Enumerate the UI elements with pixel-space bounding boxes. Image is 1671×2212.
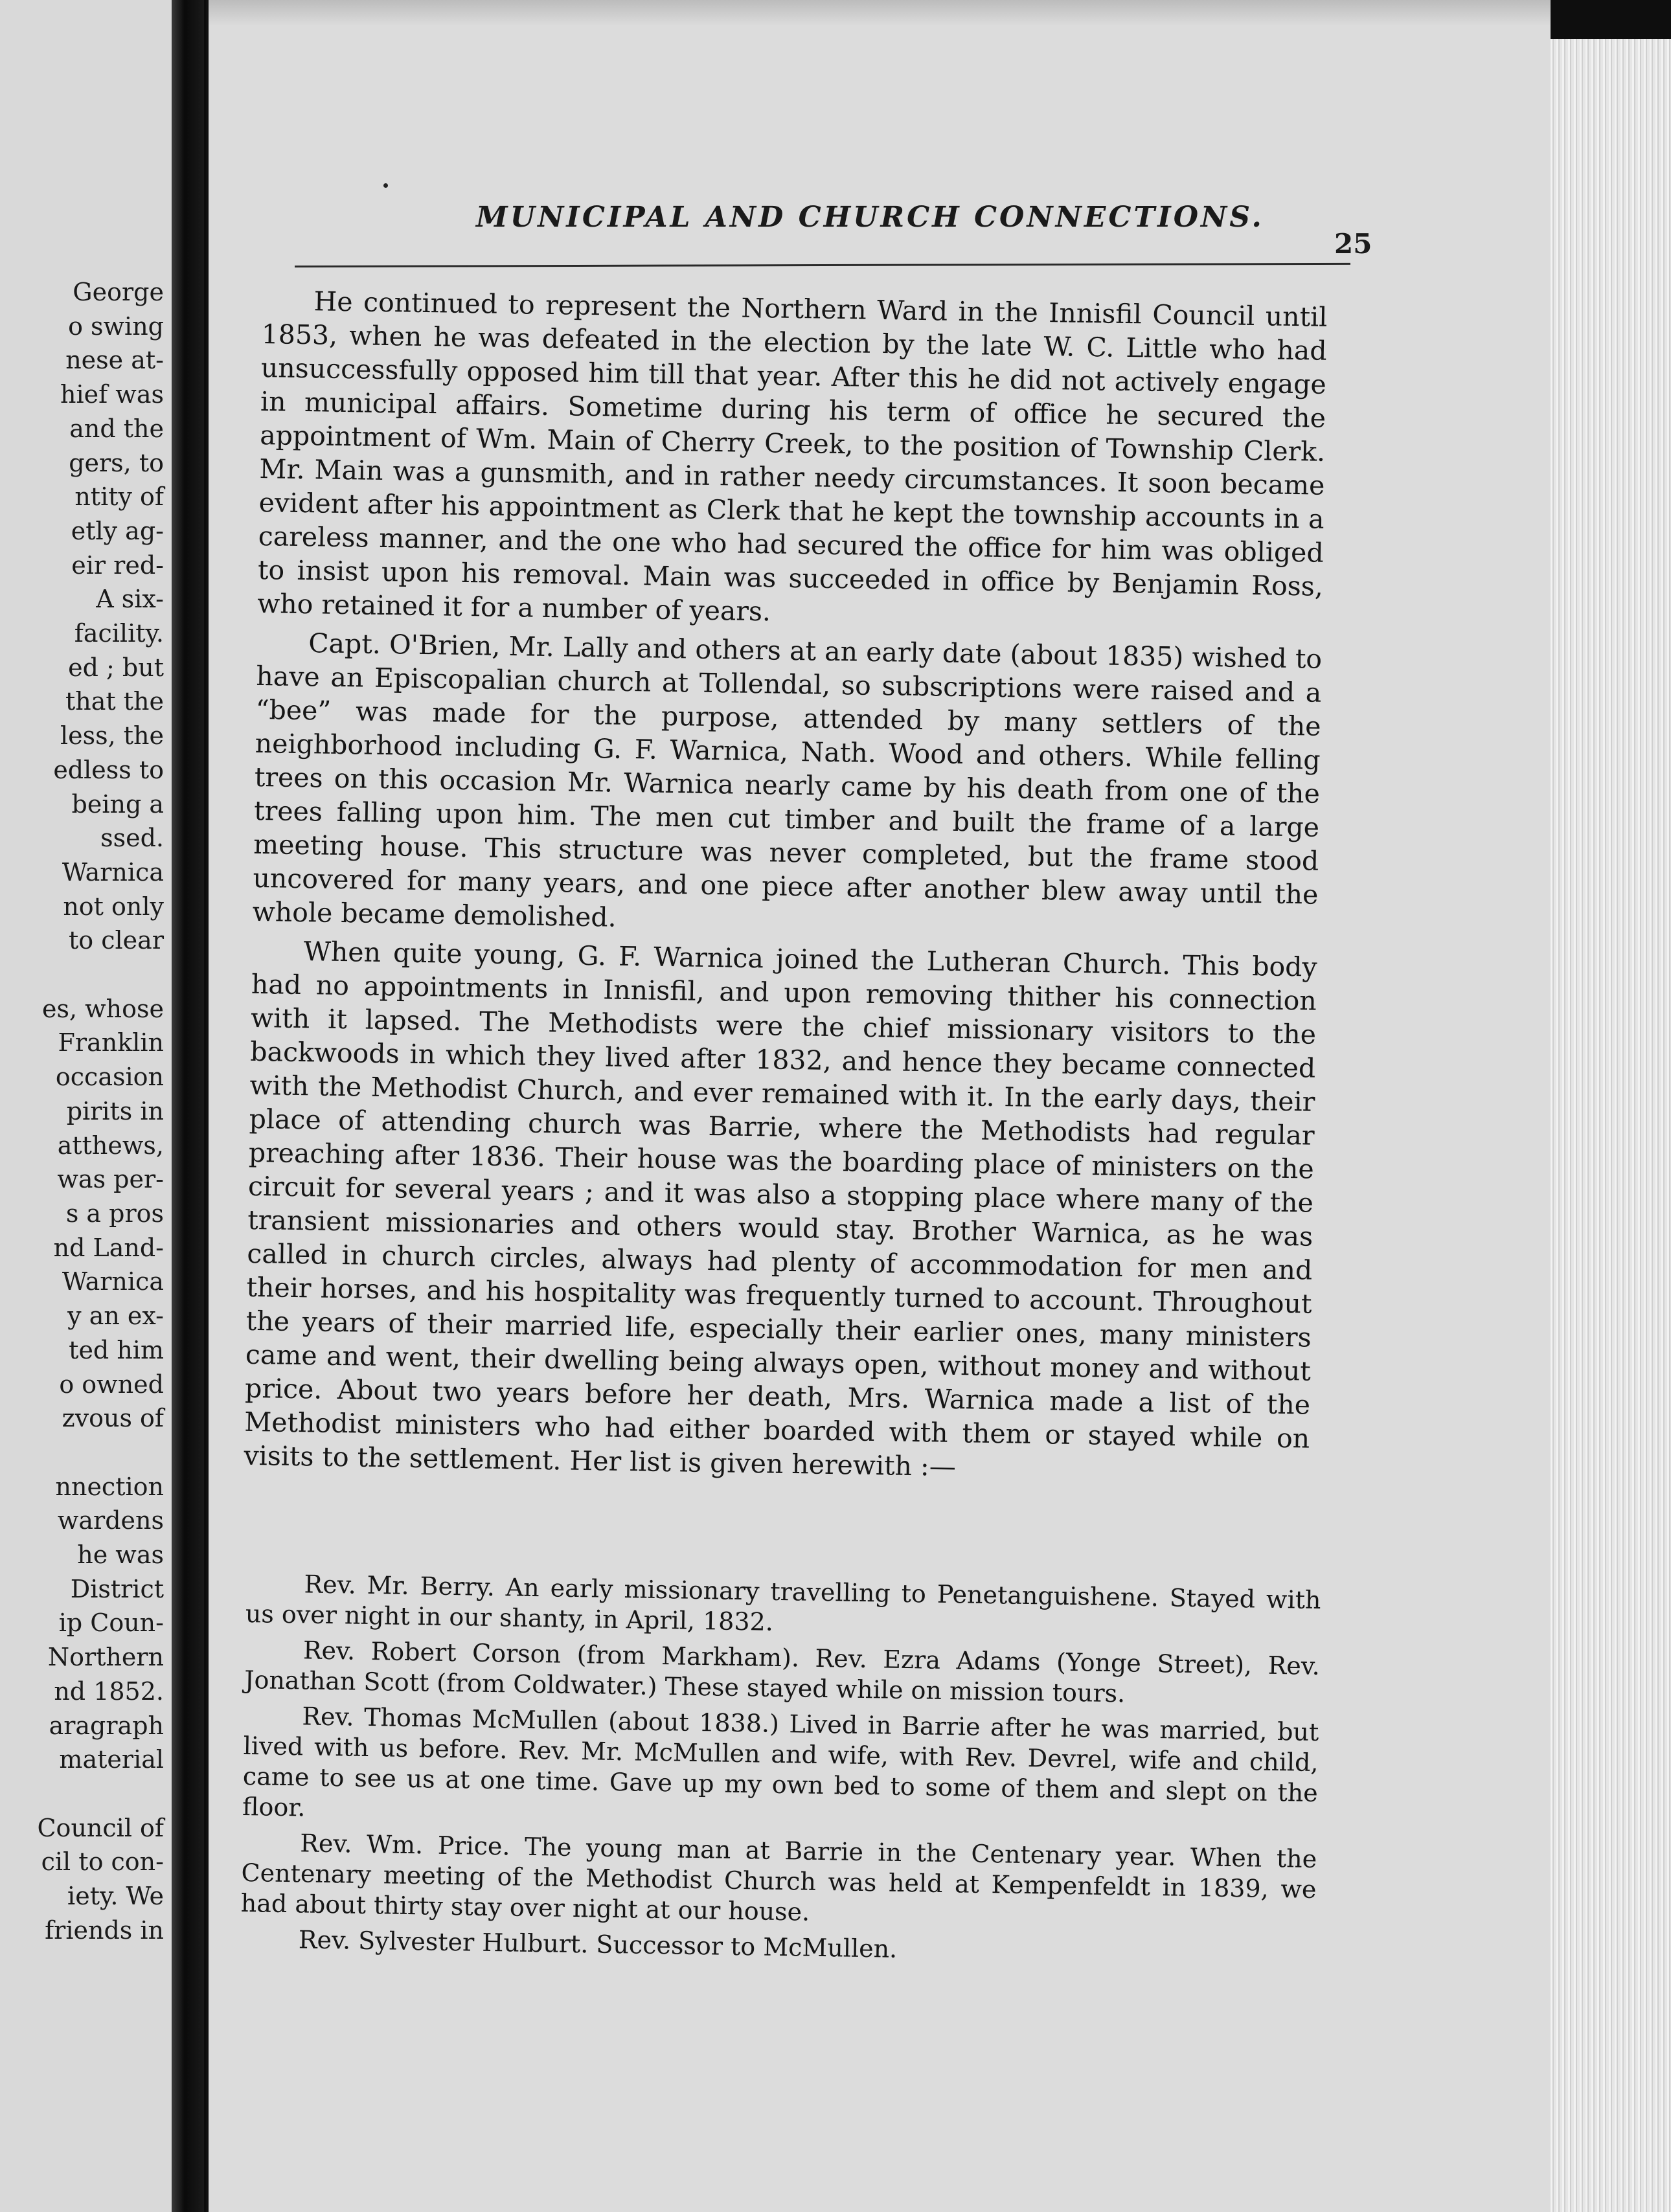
facing-page-line: y an ex- bbox=[67, 1302, 164, 1331]
facing-page-line: was per- bbox=[57, 1165, 164, 1194]
facing-page-line: ed ; but bbox=[68, 653, 164, 682]
facing-page-line: ted him bbox=[69, 1335, 164, 1364]
page-shadow bbox=[209, 0, 1553, 26]
page-edges bbox=[1551, 39, 1671, 2212]
list-item: Rev. Thomas McMullen (about 1838.) Lived in Barrie after he was married, but lived with us before. Rev. Mr. McMullen and wife, with Rev. Devrel, wife and child, came to see us at one time. Gave up my own bed to some of them and slept on the floor. bbox=[242, 1702, 1319, 1822]
facing-page-line: District bbox=[70, 1574, 164, 1603]
facing-page-line: eir red- bbox=[71, 550, 164, 580]
facing-page-line: cil to con- bbox=[41, 1847, 164, 1877]
facing-page-line: nnection bbox=[55, 1472, 164, 1501]
facing-page-line: o swing bbox=[68, 311, 164, 341]
facing-page-line: nese at- bbox=[65, 346, 164, 375]
facing-page-line: iety. We bbox=[67, 1882, 164, 1911]
facing-page-line: facility. bbox=[74, 619, 164, 648]
facing-page-line: he was bbox=[77, 1541, 164, 1570]
facing-page-line: less, the bbox=[60, 721, 164, 751]
facing-page-line: occasion bbox=[55, 1063, 164, 1092]
paragraph: When quite young, G. F. Warnica joined the Lutheran Church. This body had no appointments in Innisfil, and upon removing thither his connection with it lapsed. The Methodists were the chief missionary visitors to the backwoods in which they lived after 1832, and hence they became connected with the Methodist Church, and ever remained with it. In the early days, their place of attending church was Barrie, where the Methodists had regular preaching after 1836. Their house was the boarding place of ministers on the circuit for several years ; and it was also a stopping place where many of the transient missionaries and others would stay. Brother Warnica, as he was called in church circles, always had plenty of accommodation for men and their horses, and his hospitality was frequently turned to account. Throughout the years of their married life, especially their earlier ones, many ministers came and went, their dwelling being always open, without money and without price. About two years before her death, Mrs. Warnica made a list of the Methodist ministers who had either boarded with them or stayed while on visits to the settlement. Her list is given herewith :— bbox=[244, 936, 1317, 1483]
facing-page-line: zvous of bbox=[62, 1404, 164, 1433]
ministers-list bbox=[240, 1568, 1321, 1976]
facing-page-line: aragraph bbox=[49, 1711, 164, 1740]
facing-page-line: pirits in bbox=[66, 1096, 164, 1125]
facing-page-line: Northern bbox=[47, 1643, 164, 1672]
facing-page-line: atthews, bbox=[57, 1131, 164, 1160]
background-corner bbox=[1551, 0, 1671, 39]
facing-page-line: being a bbox=[71, 789, 164, 818]
facing-page-line: ssed. bbox=[100, 824, 164, 853]
facing-page-line: George bbox=[73, 278, 164, 306]
facing-page-line: Warnica bbox=[62, 1267, 164, 1296]
facing-page-line: wardens bbox=[57, 1506, 164, 1535]
facing-page-line: that the bbox=[65, 687, 164, 716]
facing-page-line: edless to bbox=[53, 755, 164, 784]
facing-page-line: ip Coun- bbox=[58, 1608, 164, 1638]
facing-page bbox=[0, 0, 172, 2212]
running-head-title: MUNICIPAL AND CHURCH CONNECTIONS. bbox=[476, 201, 1264, 234]
facing-page-line: ntity of bbox=[74, 482, 164, 512]
list-item: Rev. Sylvester Hulburt. Successor to McMullen. bbox=[298, 1925, 898, 1963]
facing-page-line: es, whose bbox=[41, 994, 164, 1023]
facing-page-line: material bbox=[59, 1745, 164, 1774]
facing-page-line: hief was bbox=[60, 380, 164, 409]
print-speck bbox=[383, 183, 388, 188]
facing-page-line: nd Land- bbox=[53, 1233, 164, 1262]
list-item: Rev. Wm. Price. The young man at Barrie in the Centenary year. When the Centenary meeting of the Methodist Church was held at Kempenfeldt in 1839, we had about thirty stay over night at our house. bbox=[240, 1829, 1317, 1926]
list-item: Rev. Robert Corson (from Markham). Rev. Ezra Adams (Yonge Street), Rev. Jonathan Scott (from Coldwater.) These stayed while on mission tours. bbox=[244, 1636, 1321, 1708]
facing-page-line bbox=[37, 958, 164, 992]
facing-page-line: o owned bbox=[59, 1370, 164, 1399]
facing-page-line: s a pros bbox=[65, 1199, 164, 1228]
facing-page-line: Warnica bbox=[62, 857, 164, 886]
facing-page-line: not only bbox=[63, 892, 164, 921]
main-text bbox=[244, 284, 1328, 1489]
facing-page-line: Franklin bbox=[58, 1028, 164, 1057]
paragraph: He continued to represent the Northern Ward in the Innisfil Council until 1853, when he was defeated in the election by the late W. C. Little who had unsuccessfully opposed him till that year. After this he did not actively engage in municipal affairs. Sometime during his term of office he secured the appointment of Wm. Main of Cherry Creek, to the position of Township Clerk. Mr. Main was a gunsmith, and in rather needy circumstances. It soon became evident after his appointment as Clerk that he kept the township accounts in a careless manner, and the one who had secured the office for him was obliged to insist upon his removal. Main was succeeded in office by Benjamin Ross, who retained it for a number of years. bbox=[256, 286, 1328, 627]
facing-page-line: Council of bbox=[37, 1813, 164, 1842]
facing-page-line: friends in bbox=[45, 1915, 164, 1945]
facing-page-line: gers, to bbox=[69, 448, 164, 477]
facing-page-line bbox=[37, 1777, 164, 1811]
facing-page-text bbox=[37, 275, 164, 1947]
facing-page-line: to clear bbox=[69, 926, 164, 955]
page-number: 25 bbox=[1334, 228, 1372, 260]
facing-page-line: and the bbox=[69, 414, 164, 443]
facing-page-line bbox=[37, 1436, 164, 1470]
book-gutter bbox=[172, 0, 204, 2212]
list-item: Rev. Mr. Berry. An early missionary travelling to Penetanguishene. Stayed with us over night in our shanty, in April, 1832. bbox=[245, 1570, 1321, 1636]
facing-page-line: nd 1852. bbox=[54, 1676, 164, 1706]
facing-page-line: etly ag- bbox=[71, 516, 164, 545]
paragraph: Capt. O'Brien, Mr. Lally and others at an early date (about 1835) wished to have an Episcopalian church at Tollendal, so subscriptions were raised and a “bee” was made for the purpose, attended by many settlers of the neighborhood including G. F. Warnica, Nath. Wood and others. While felling trees on this occasion Mr. Warnica nearly came by his death from one of the trees falling upon him. The men cut timber and built the frame of a large meeting house. This structure was never completed, but the frame stood uncovered for many years, and one piece after another blew away until the whole became demolished. bbox=[252, 627, 1323, 933]
facing-page-line: A six- bbox=[96, 585, 164, 614]
